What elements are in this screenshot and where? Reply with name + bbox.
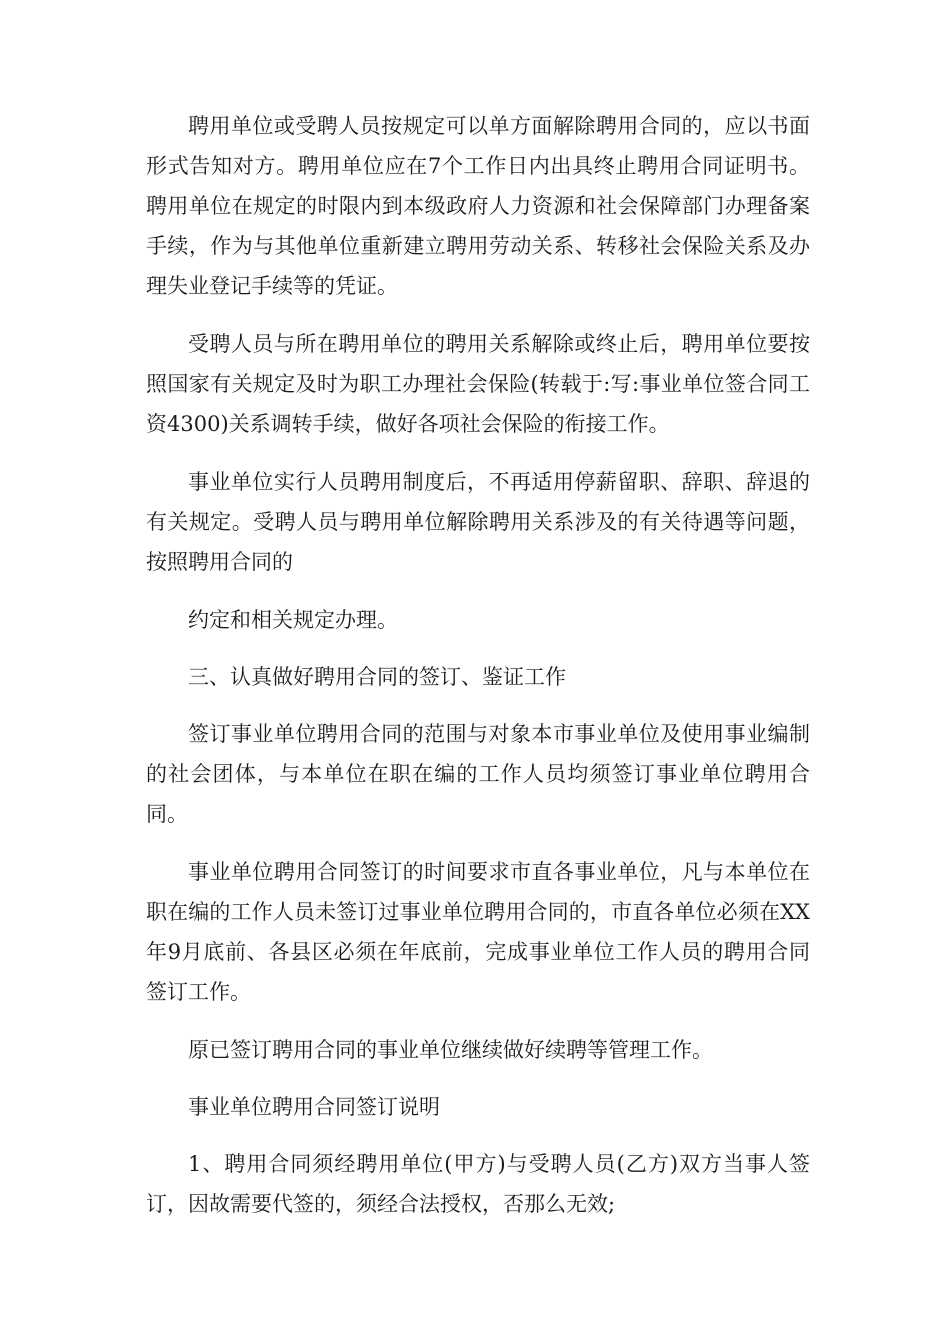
document-body <box>146 106 810 1242</box>
paragraph-signing-scope: 签订事业单位聘用合同的范围与对象本市事业单位及使用事业编制的社会团体，与本单位在职在编的工作人员均须签订事业单位聘用合同。 <box>146 722 810 826</box>
paragraph-no-longer-applicable: 事业单位实行人员聘用制度后，不再适用停薪留职、辞职、辞退的有关规定。受聘人员与聘用单位解除聘用关系涉及的有关待遇等问题，按照聘用合同的 <box>146 470 810 574</box>
paragraph-agreed-handling: 约定和相关规定办理。 <box>188 608 398 632</box>
paragraph-signing-deadline: 事业单位聘用合同签订的时间要求市直各事业单位，凡与本单位在职在编的工作人员未签订过事业单位聘用合同的，市直各单位必须在XX年9月底前、各县区必须在年底前，完成事业单位工作人员的聘用合同签订工作。 <box>146 860 810 1004</box>
section-heading-signing: 三、认真做好聘用合同的签订、鉴证工作 <box>188 665 566 689</box>
subheading-signing-notes: 事业单位聘用合同签订说明 <box>188 1095 440 1119</box>
paragraph-note-1: 1、聘用合同须经聘用单位(甲方)与受聘人员(乙方)双方当事人签订，因故需要代签的，须经合法授权，否那么无效; <box>146 1152 810 1216</box>
paragraph-renewal: 原已签订聘用合同的事业单位继续做好续聘等管理工作。 <box>188 1038 713 1062</box>
paragraph-social-insurance: 受聘人员与所在聘用单位的聘用关系解除或终止后，聘用单位要按照国家有关规定及时为职工办理社会保险(转载于:写:事业单位签合同工资4300)关系调转手续，做好各项社会保险的衔接工作。 <box>146 332 810 436</box>
paragraph-termination-notice: 聘用单位或受聘人员按规定可以单方面解除聘用合同的，应以书面形式告知对方。聘用单位应在7个工作日内出具终止聘用合同证明书。聘用单位在规定的时限内到本级政府人力资源和社会保障部门办理备案手续，作为与其他单位重新建立聘用劳动关系、转移社会保险关系及办理失业登记手续等的凭证。 <box>146 114 810 298</box>
